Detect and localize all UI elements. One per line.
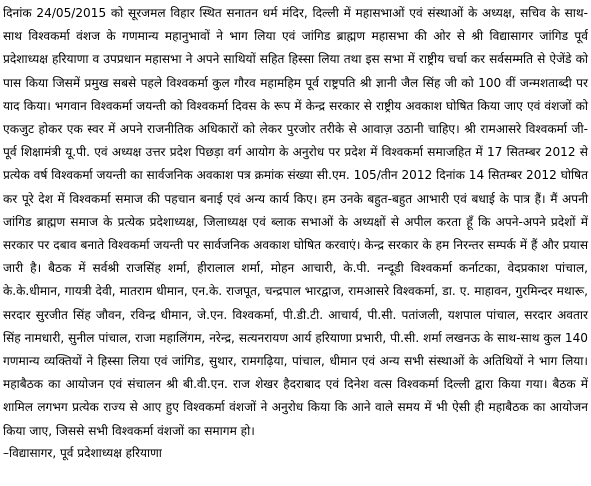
article	[3, 2, 588, 463]
article-signoff: –विद्यासागर, पूर्व प्रदेशाध्यक्ष हरियाणा	[3, 445, 162, 460]
article-body: दिनांक 24/05/2015 को सूरजमल विहार स्थित सनातन धर्म मंदिर, दिल्ली में महासभाओं एवं संस्थाओं के अध्यक्ष, सचिव के साथ-साथ विश्वकर्मा वंशज के गणमान्य महानुभावों ने भाग लिया एवं जांगिड ब्राह्मण महासभा की ओर से श्री विद्यासागर जांगिड पूर्व प्रदेशाध्यक्ष हरियाणा व उपप्रधान महासभा ने अपने साथियों सहित हिस्सा लिया तथा इस सभा में राष्ट्रीय चर्चा कर सर्वसम्मति से ऐजेंडे को पास किया जिसमें प्रमुख सबसे पहले विश्वकर्मा कुल गौरव महामहिम पूर्व राष्ट्रपति श्री ज्ञानी जैल सिंह जी को 100 वीं जन्मशताब्दी पर याद किया। भगवान विश्वकर्मा जयन्ती को विश्वकर्मा दिवस के रूप में केन्द्र सरकार से राष्ट्रीय अवकाश घोषित किया जाए एवं वंशजों को एकजुट होकर एक स्वर में अपने राजनीतिक अधिकारों को लेकर पुरजोर तरीके से आवाज़ उठानी चाहिए। श्री रामआसरे विश्वकर्मा जी-पूर्व शिक्षामंत्री यू.पी. एवं अध्यक्ष उत्तर प्रदेश पिछड़ा वर्ग आयोग के अनुरोध पर प्रदेश में विश्वकर्मा समाजहित में 17 सितम्बर 2012 से प्रत्येक वर्ष विश्वकर्मा जयन्ती का सार्वजनिक अवकाश पत्र क्रमांक संख्या सी.एम. 105/तीन 2012 दिनांक 14 सितम्बर 2012 घोषित कर पूरे देश में विश्वकर्मा समाज की पहचान बनाई एवं अन्य कार्य किए। हम उनके बहुत-बहुत आभारी एवं बधाई के पात्र हैं। मैं अपनी जांगिड ब्राह्मण समाज के प्रत्येक प्रदेशाध्यक्ष, जिलाध्यक्ष एवं ब्लाक सभाओं के अध्यक्षों से अपील करता हूँ कि अपने-अपने प्रदेशों में सरकार पर दबाव बनाते विश्वकर्मा जयन्ती पर सार्वजनिक अवकाश घोषित करवाएं। केन्द्र सरकार के हम निरन्तर सम्पर्क में हैं और प्रयास जारी है। बैठक में सर्वश्री राजसिंह शर्मा, हीरालाल शर्मा, मोहन आचारी, के.पी. नन्दूडी विश्वकर्मा कर्नाटका, वेदप्रकाश पांचाल, के.के.धीमान, गायत्री देवी, मातराम धीमान, एन.के. राजपूत, चन्द्रपाल भारद्वाज, रामआसरे विश्वकर्मा, डा. ए. माहावन, गुरमिन्दर मथारू, सरदार सुरजीत सिंह जौवन, रविन्द्र धीमान, जे.एन. विश्वकर्मा, पी.डी.टी. आचार्य, पी.सी. पतांजली, यशपाल पांचाल, सरदार अवतार सिंह नामधारी, सुनील पांचाल, राजा महालिंगम, नरेन्द्र, सत्यनरायण आर्य हरियाणा प्रभारी, पी.सी. शर्मा लखनऊ के साथ-साथ कुल 140 गणमान्य व्यक्तियों ने हिस्सा लिया एवं जांगिड, सुथार, रामगढ़िया, पांचाल, धीमान एवं अन्य सभी संस्थाओं के अतिथियों ने भाग लिया। महाबैठक का आयोजन एवं संचालन श्री बी.वी.एन. राज शेखर हैदराबाद एवं दिनेश वत्स विश्वकर्मा दिल्ली द्वारा किया गया। बैठक में शामिल लगभग प्रत्येक राज्य से आए हुए विश्वकर्मा वंशजों ने अनुरोध किया कि आने वाले समय में भी ऐसी ही महाबैठक का आयोजन किया जाए, जिससे सभी विश्वकर्मा वंशजों का समागम हो।	[3, 6, 589, 438]
